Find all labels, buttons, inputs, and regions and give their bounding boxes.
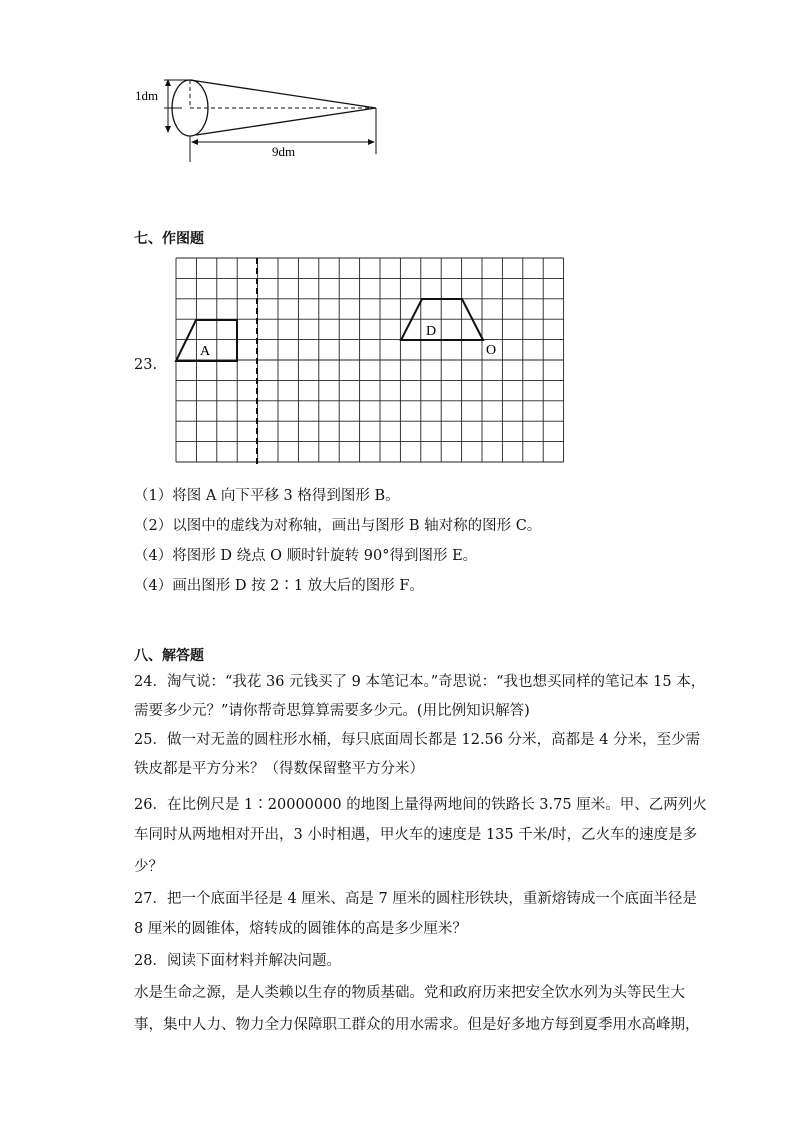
text-line: 少？ [134,859,163,875]
cone-figure [130,70,390,170]
drawing-grid [170,254,570,468]
question-23-number: 23. [134,357,158,373]
point-o-label: O [486,343,497,358]
section-8-heading: 八、解答题 [134,648,204,664]
text-line: 25．做一对无盖的圆柱形水桶，每只底面周长都是 12.56 分米，高都是 4 分米，至少需 [134,732,701,748]
shape-a-label: A [200,344,211,359]
text-line: 27．把一个底面半径是 4 厘米、高是 7 厘米的圆柱形铁块，重新熔铸成一个底面半径是 [134,891,697,907]
cone-bottom-side [196,108,376,135]
shape-d-label: D [426,324,437,339]
text-line: 水是生命之源，是人类赖以生存的物质基础。党和政府历来把安全饮水列为头等民生大 [134,985,685,1001]
task-3: （4）将图形 D 绕点 O 顺时针旋转 90°得到图形 E。 [134,548,478,564]
text-line: 事，集中人力、物力全力保障职工群众的用水需求。但是好多地方每到夏季用水高峰期， [134,1017,700,1033]
text-line: 车同时从两地相对开出，3 小时相遇，甲火车的速度是 135 千米/时，乙火车的速度是多 [134,827,698,843]
text-line: 需要多少元？”请你帮奇思算算需要多少元。(用比例知识解答) [134,703,530,719]
text-line: 铁皮都是平方分米？（得数保留整平方分米） [134,761,424,777]
cone-top-side [190,80,376,108]
cone-length-label: 9dm [272,144,296,159]
task-1: （1）将图 A 向下平移 3 格得到图形 B。 [134,488,400,504]
text-line: 28．阅读下面材料并解决问题。 [134,953,341,969]
arrowhead-down-icon [165,126,171,133]
arrowhead-left-icon [191,139,198,145]
arrowhead-right-icon [368,139,375,145]
section-7-heading: 七、作图题 [134,231,204,247]
text-line: 26．在比例尺是 1∶20000000 的地图上量得两地间的铁路长 3.75 厘米。甲、乙两列火 [134,797,707,813]
text-line: 8 厘米的圆锥体，熔转成的圆锥体的高是多少厘米？ [134,921,467,937]
cone-height-label: 1dm [135,88,159,103]
task-2: （2）以图中的虚线为对称轴，画出与图形 B 轴对称的图形 C。 [134,518,542,534]
task-4: （4）画出图形 D 按 2∶1 放大后的图形 F。 [134,578,424,594]
text-line: 24．淘气说：“我花 36 元钱买了 9 本笔记本。”奇思说：“我也想买同样的笔记本 15 本， [134,674,706,690]
